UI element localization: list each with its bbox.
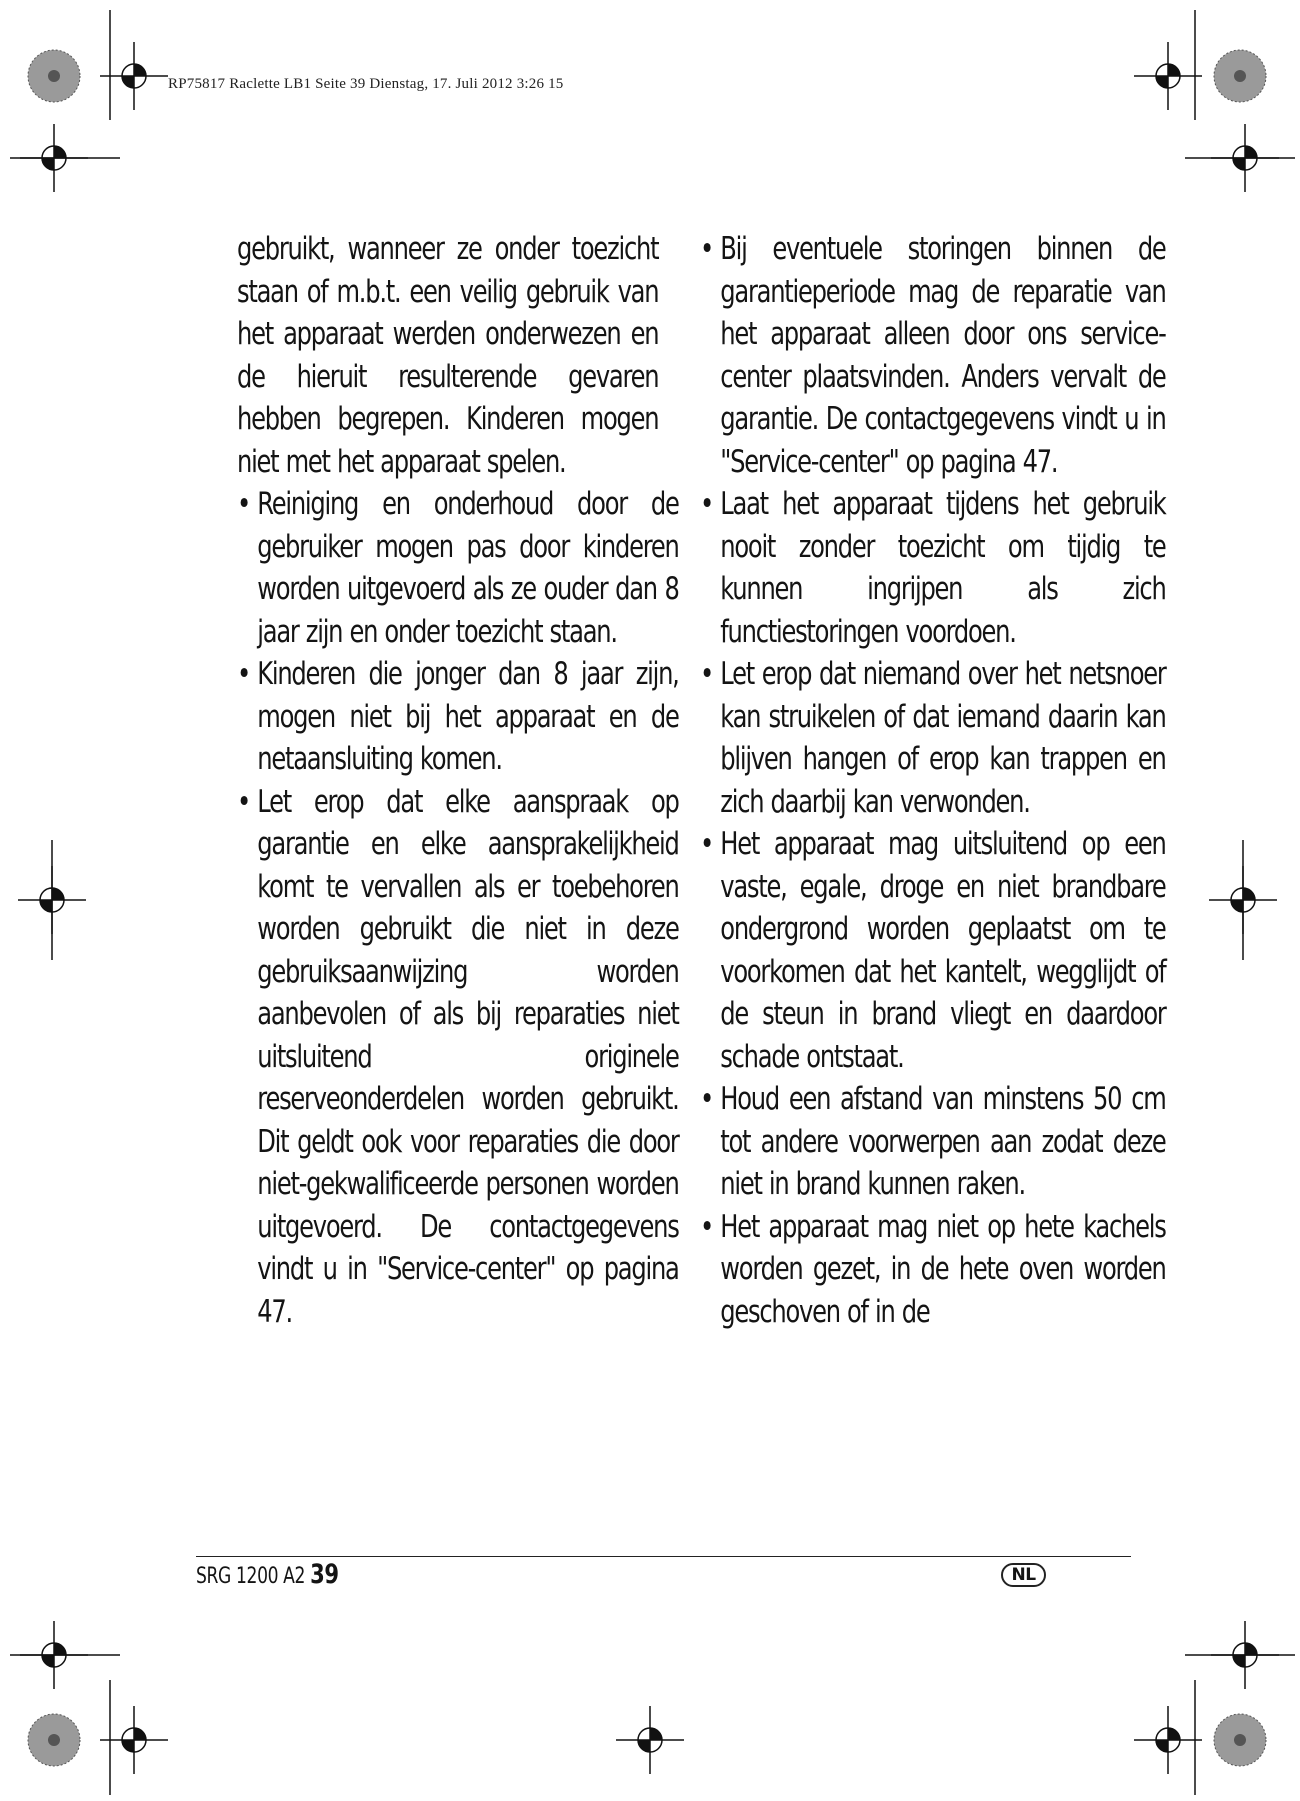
paragraph-text: Bij eventuele storingen binnen de garantieperiode mag de reparatie van het apparaat alleen door ons service-center plaatsvinden. Anders vervalt de garantie. De contactgegevens vindt u in "Service-center" op pagina 47. <box>720 231 1166 480</box>
bullet-paragraph <box>700 1078 1166 1206</box>
bullet-icon: • <box>700 826 714 862</box>
footer-divider <box>196 1556 1131 1557</box>
bullet-icon: • <box>700 1208 714 1245</box>
paragraph-text: Houd een afstand van minstens 50 cm tot andere voorwerpen aan zodat deze niet in brand kunnen raken. <box>720 1081 1166 1202</box>
bullet-icon: • <box>700 1081 714 1117</box>
bullet-paragraph <box>700 228 1166 483</box>
paragraph-text: gebruikt, wanneer ze onder toezicht staan of m.b.t. een veilig gebruik van het apparaat werden onderwezen en de hieruit resulterende gevaren hebben begrepen. Kinderen mogen niet met het apparaat spelen. <box>237 231 659 480</box>
footer-page-number: 39 <box>310 1559 339 1590</box>
paragraph-text: Reiniging en onderhoud door de gebruiker mogen pas door kinderen worden uitgevoerd als ze ouder dan 8 jaar zijn en onder toezicht staan. <box>257 486 679 650</box>
right-column <box>700 228 1166 1333</box>
left-column <box>237 228 679 1333</box>
bullet-icon: • <box>237 486 251 522</box>
paragraph-text: Let erop dat elke aanspraak op garantie en elke aansprakelijkheid komt te vervallen als er toebehoren worden gebruikt die niet in deze gebruiksaanwijzing worden aanbevolen of als bij reparaties niet uitsluitend originele reserveonderdelen worden gebruikt. Dit geldt ook voor reparaties die door niet-gekwalificeerde personen worden uitgevoerd. De contactgegevens vindt u in "Service-center" op pagina 47. <box>257 783 679 1330</box>
bullet-paragraph <box>700 483 1166 653</box>
paragraph-text: Laat het apparaat tijdens het gebruik nooit zonder toezicht om tijdig te kunnen ingrijpen als zich functiestoringen voordoen. <box>720 486 1166 650</box>
footer-model: SRG 1200 A2 <box>196 1564 306 1589</box>
bullet-icon: • <box>237 783 251 820</box>
bullet-icon: • <box>700 486 714 522</box>
bullet-paragraph <box>700 653 1166 823</box>
bullet-icon: • <box>237 656 251 692</box>
bullet-icon: • <box>700 656 714 692</box>
paragraph-text: Let erop dat niemand over het netsnoer kan struikelen of dat iemand daarin kan blijven hangen of erop kan trappen en zich daarbij kan verwonden. <box>720 656 1166 820</box>
paragraph-text: Het apparaat mag uitsluitend op een vaste, egale, droge en niet brandbare ondergrond worden geplaatst om te voorkomen dat het kantelt, wegglijdt of de steun in brand vliegt en daardoor schade ontstaat. <box>720 826 1166 1075</box>
bullet-paragraph <box>700 823 1166 1078</box>
bullet-icon: • <box>700 231 714 267</box>
paragraph-text: Kinderen die jonger dan 8 jaar zijn, mogen niet bij het apparaat en de netaansluiting komen. <box>257 656 679 777</box>
paragraph-text: Het apparaat mag niet op hete kachels worden gezet, in de hete oven worden geschoven of in de <box>720 1208 1166 1330</box>
language-badge: NL <box>1001 1563 1046 1587</box>
bullet-paragraph <box>237 653 679 781</box>
bullet-paragraph <box>700 1206 1166 1334</box>
footer-model-page <box>196 1559 339 1590</box>
bullet-paragraph <box>237 781 679 1334</box>
print-info-header: RP75817 Raclette LB1 Seite 39 Dienstag, 17. Juli 2012 3:26 15 <box>168 76 564 92</box>
continued-paragraph <box>237 228 658 483</box>
bullet-paragraph <box>237 483 679 653</box>
